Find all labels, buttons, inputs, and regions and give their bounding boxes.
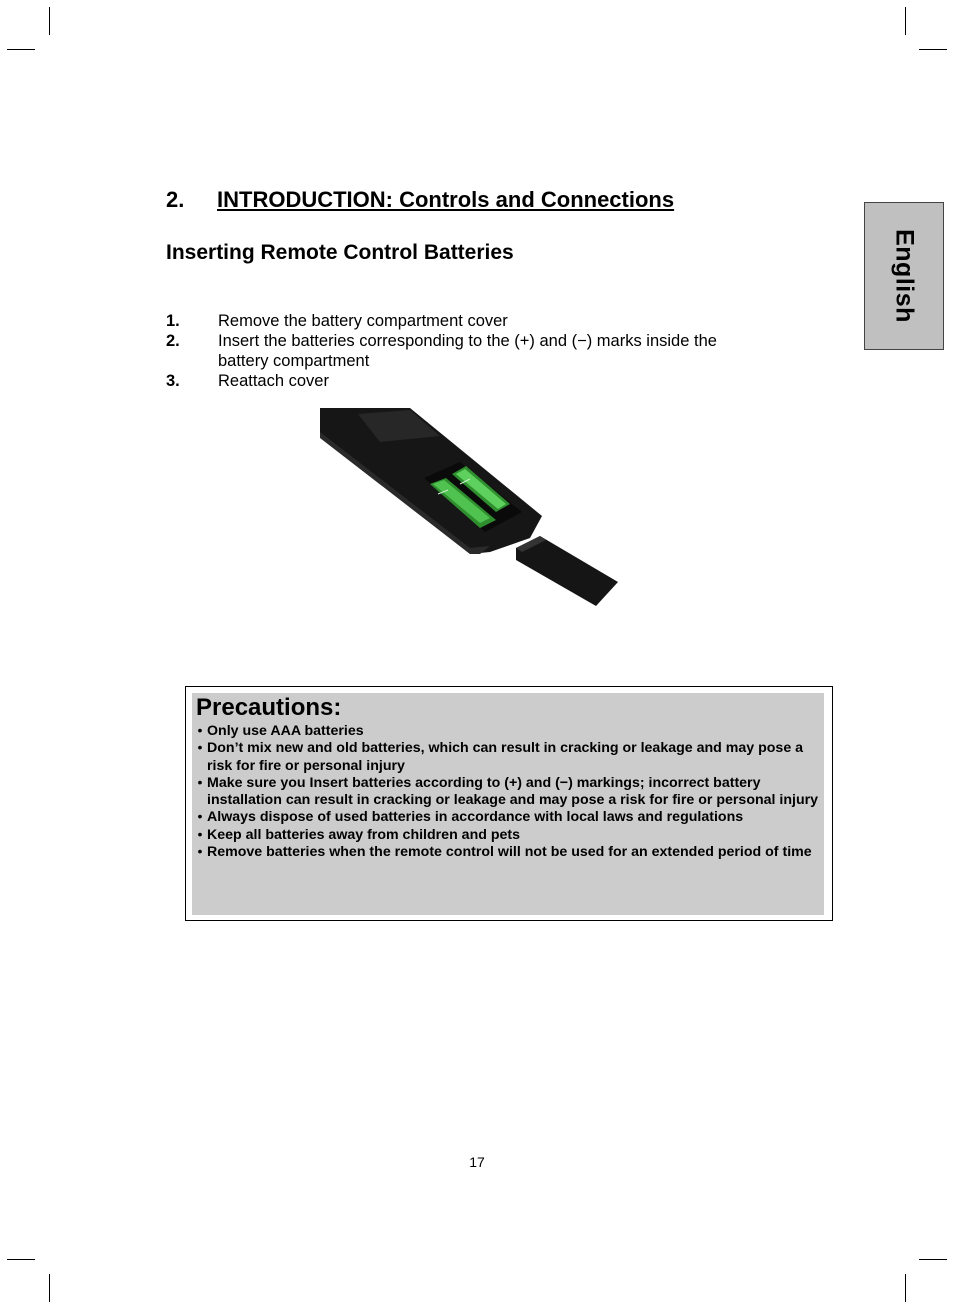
bullet-icon: • bbox=[197, 844, 203, 861]
bullet-icon: • bbox=[197, 774, 203, 791]
step-text: Reattach cover bbox=[218, 372, 329, 390]
section-number: 2. bbox=[166, 187, 185, 212]
precaution-text: Make sure you Insert batteries according to (+) and (−) markings; incorrect battery installation can result in cracking or leakage and may pose a risk for fire or personal injury bbox=[207, 774, 819, 809]
precautions-title: Precautions: bbox=[196, 694, 342, 721]
precaution-text: Remove batteries when the remote control will not be used for an extended period of time bbox=[207, 844, 812, 861]
crop-mark bbox=[919, 1259, 947, 1260]
language-tab-label: English bbox=[890, 229, 919, 323]
bullet-icon: • bbox=[197, 723, 203, 739]
precaution-text: Always dispose of used batteries in accordance with local laws and regulations bbox=[207, 809, 744, 826]
precaution-item bbox=[192, 809, 822, 826]
step-text: Remove the battery compartment cover bbox=[218, 312, 508, 330]
crop-mark bbox=[7, 49, 35, 50]
precautions-list bbox=[192, 723, 822, 861]
crop-mark bbox=[49, 1274, 50, 1302]
precaution-text: Only use AAA batteries bbox=[207, 723, 364, 739]
bullet-icon: • bbox=[197, 826, 203, 843]
precaution-item bbox=[192, 827, 822, 844]
precaution-item bbox=[192, 844, 822, 861]
precaution-text: Don’t mix new and old batteries, which can result in cracking or leakage and may pose a risk for fire or personal injury bbox=[207, 740, 804, 774]
section-title-text: INTRODUCTION: Controls and Connections bbox=[217, 187, 675, 212]
step-item bbox=[166, 371, 766, 391]
section-title bbox=[166, 187, 674, 213]
crop-mark bbox=[919, 49, 947, 50]
step-item bbox=[166, 331, 766, 371]
precaution-text: Keep all batteries away from children and pets bbox=[207, 826, 521, 843]
step-number: 3. bbox=[166, 372, 180, 390]
step-number: 2. bbox=[166, 332, 180, 350]
bullet-icon: • bbox=[197, 740, 203, 757]
steps-list bbox=[166, 311, 766, 391]
precaution-item bbox=[192, 775, 822, 810]
crop-mark bbox=[905, 7, 906, 35]
bullet-icon: • bbox=[197, 809, 203, 826]
precaution-item bbox=[192, 723, 822, 740]
crop-mark bbox=[49, 7, 50, 35]
precaution-item bbox=[192, 740, 822, 775]
crop-mark bbox=[7, 1259, 35, 1260]
crop-mark bbox=[905, 1274, 906, 1302]
page-number: 17 bbox=[469, 1154, 485, 1170]
step-item bbox=[166, 311, 766, 331]
remote-battery-illustration bbox=[320, 408, 620, 608]
step-number: 1. bbox=[166, 312, 180, 330]
subtitle: Inserting Remote Control Batteries bbox=[166, 241, 514, 264]
language-tab bbox=[864, 202, 944, 350]
step-text: Insert the batteries corresponding to the (+) and (−) marks inside the battery compartment bbox=[218, 332, 717, 370]
